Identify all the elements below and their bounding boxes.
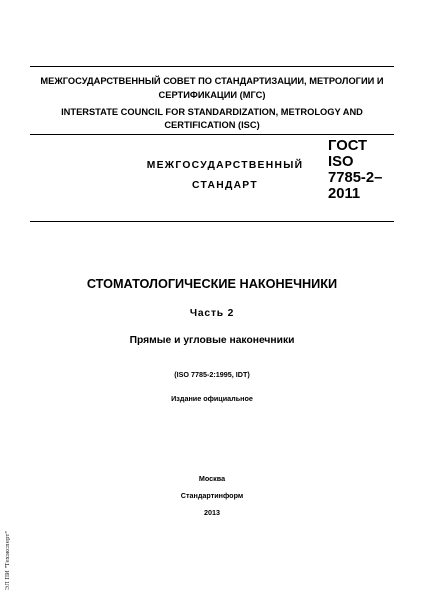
standard-designation: [328, 138, 394, 202]
imprint-city: Москва: [198, 474, 226, 483]
designation-line2: 7785-2–: [328, 170, 383, 186]
imprint-publisher: Стандартинформ: [180, 491, 244, 500]
standard-type-line1: МЕЖГОСУДАРСТВЕННЫЙ: [146, 160, 304, 171]
designation-line1: ГОСТ ISO: [328, 138, 368, 170]
document-subtitle: Прямые и угловые наконечники: [129, 335, 295, 346]
imprint-year: 2013: [204, 508, 220, 517]
top-rule: [30, 66, 394, 67]
iso-reference: (ISO 7785-2:1995, IDT): [174, 370, 250, 379]
document-title: СТОМАТОЛОГИЧЕСКИЕ НАКОНЕЧНИКИ: [86, 277, 338, 291]
standard-type: [135, 156, 315, 196]
side-stamp: ЭЛ ПИ "Техэксперт": [5, 531, 11, 590]
header-rule: [30, 134, 394, 135]
edition-note: Издание официальное: [171, 394, 253, 403]
council-name-ru: МЕЖГОСУДАРСТВЕННЫЙ СОВЕТ ПО СТАНДАРТИЗАЦИИ, МЕТРОЛОГИИ И СЕРТИФИКАЦИИ (МГС): [40, 76, 384, 100]
standard-type-line2: СТАНДАРТ: [192, 180, 258, 191]
council-name-en: INTERSTATE COUNCIL FOR STANDARDIZATION, METROLOGY AND CERTIFICATION (ISC): [61, 107, 363, 130]
document-part: Часть 2: [189, 308, 235, 319]
title-block-rule: [30, 221, 394, 222]
designation-line3: 2011: [328, 186, 361, 202]
